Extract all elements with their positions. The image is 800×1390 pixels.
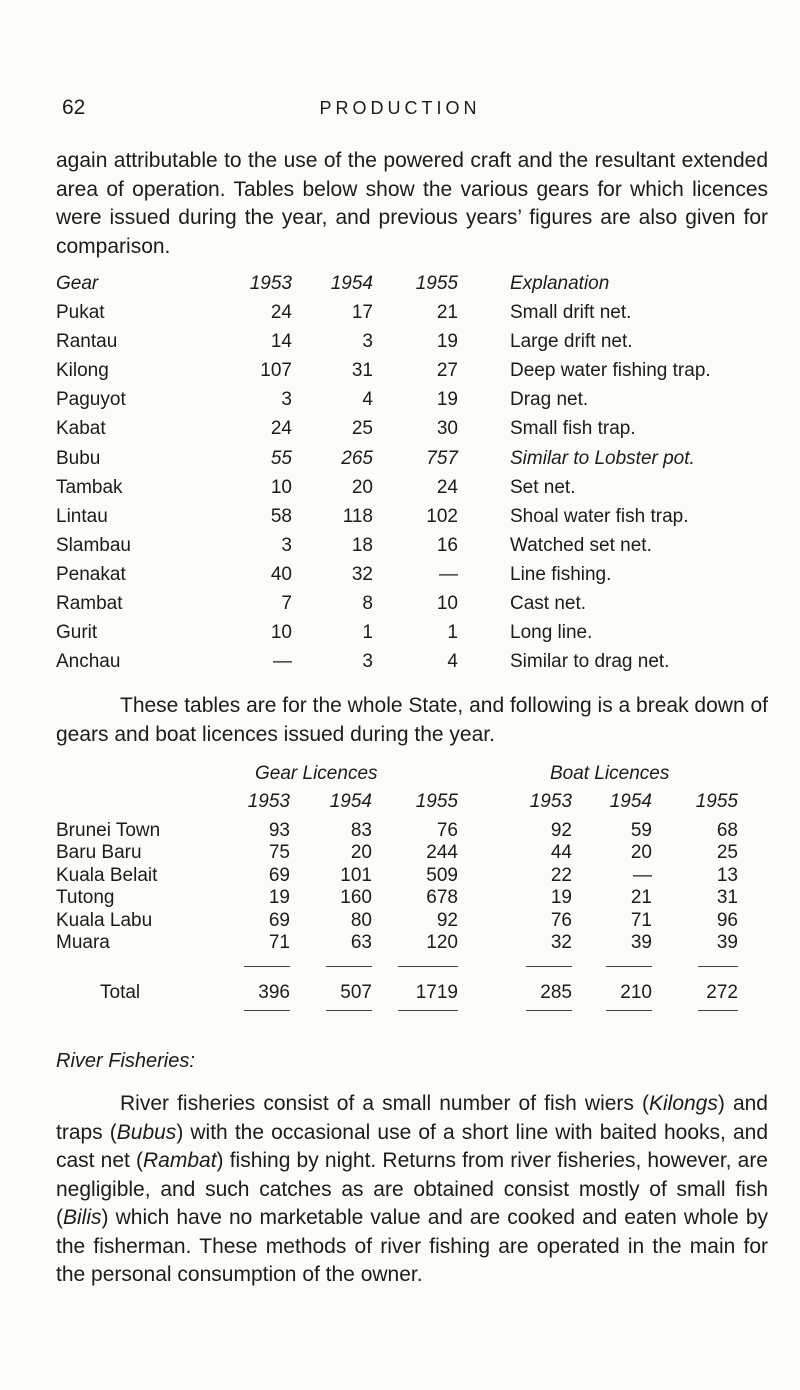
licence-count: 93 bbox=[268, 820, 290, 841]
gear-licences-header: Gear Licences bbox=[255, 763, 378, 784]
licence-count: 75 bbox=[268, 842, 290, 864]
gear-explanation: Set net. bbox=[510, 476, 576, 498]
gear-count: 10 bbox=[270, 476, 292, 498]
gear-count: 10 bbox=[436, 593, 458, 614]
licence-count: 80 bbox=[350, 909, 372, 931]
year-col-header: 1953 bbox=[249, 273, 292, 294]
gear-name: Anchau bbox=[56, 651, 121, 673]
gear-explanation: Large drift net. bbox=[510, 331, 633, 353]
gear-name: Rambat bbox=[56, 593, 123, 614]
licence-count: 678 bbox=[426, 887, 458, 909]
licence-count: 71 bbox=[630, 909, 652, 931]
gear-name: Pukat bbox=[56, 302, 105, 323]
gear-count: 58 bbox=[270, 505, 292, 527]
total-count: 1719 bbox=[415, 982, 458, 1003]
licence-count: 101 bbox=[340, 864, 372, 886]
gear-count: 40 bbox=[270, 563, 292, 585]
year-col-header: 1955 bbox=[695, 791, 738, 812]
breakdown-paragraph: These tables are for the whole State, and following is a break down of gears and boat licences issued during the year. bbox=[56, 694, 768, 746]
licence-count: 20 bbox=[350, 842, 372, 864]
gear-explanation: Deep water fishing trap. bbox=[510, 360, 711, 382]
gear-name: Slambau bbox=[56, 534, 131, 556]
year-col-header: 1953 bbox=[247, 791, 290, 812]
gear-count: 757 bbox=[426, 447, 458, 469]
gear-count: 14 bbox=[270, 331, 292, 353]
gear-name: Gurit bbox=[56, 622, 98, 644]
district-name: Tutong bbox=[56, 887, 115, 909]
licence-count: 13 bbox=[716, 864, 738, 886]
total-count: 272 bbox=[706, 982, 738, 1003]
gear-count: — bbox=[439, 563, 458, 585]
boat-licences-header: Boat Licences bbox=[550, 763, 670, 784]
gear-count: 4 bbox=[447, 651, 458, 673]
river-text-3: ) with the occasional use of a short line with baited hooks, and cast net ( bbox=[56, 1120, 768, 1172]
district-name: Baru Baru bbox=[56, 842, 142, 864]
licence-count: 59 bbox=[630, 820, 652, 841]
total-count: 396 bbox=[258, 982, 290, 1003]
gear-count: 18 bbox=[351, 534, 373, 556]
gear-count: 10 bbox=[270, 622, 292, 644]
gear-count: 24 bbox=[270, 418, 292, 440]
gear-count: 1 bbox=[447, 622, 458, 644]
gear-count: 19 bbox=[436, 331, 458, 353]
licence-count: 69 bbox=[268, 864, 290, 886]
gear-count: 20 bbox=[351, 476, 373, 498]
licence-count: 39 bbox=[716, 932, 738, 953]
licence-count: 76 bbox=[550, 909, 572, 931]
gear-name: Rantau bbox=[56, 331, 118, 353]
licence-count: 160 bbox=[340, 887, 372, 909]
column-rule bbox=[698, 966, 738, 967]
column-rule bbox=[526, 966, 572, 967]
river-text-4: ) fishing by night. Returns from river fisheries, however, are negligible, and such catches as are obtained consist mostly of small fish ( bbox=[56, 1149, 768, 1229]
licence-count: 25 bbox=[716, 842, 738, 864]
column-rule bbox=[606, 1010, 652, 1011]
gear-explanation: Small fish trap. bbox=[510, 418, 636, 440]
district-name: Muara bbox=[56, 932, 110, 953]
total-count: 210 bbox=[620, 982, 652, 1003]
gear-count: 3 bbox=[362, 651, 373, 673]
licence-count: 19 bbox=[268, 887, 290, 909]
gear-explanation: Long line. bbox=[510, 622, 593, 644]
year-col-header: 1954 bbox=[329, 791, 372, 812]
gear-count: 24 bbox=[270, 302, 292, 323]
gear-count: 30 bbox=[436, 418, 458, 440]
gear-name: Tambak bbox=[56, 476, 123, 498]
explanation-col-header: Explanation bbox=[510, 273, 610, 294]
gear-count: 3 bbox=[281, 534, 292, 556]
gear-count: 19 bbox=[436, 389, 458, 411]
licence-count: — bbox=[633, 864, 652, 886]
licence-count: 96 bbox=[716, 909, 738, 931]
intro-paragraph: again attributable to the use of the powered craft and the resultant extended area of operation. Tables below show the various gears for which licences were issued during the year, and previous years’ figures are also given for comparison. bbox=[56, 149, 768, 258]
gear-count: 265 bbox=[341, 447, 373, 469]
licence-count: 69 bbox=[268, 909, 290, 931]
river-text-5: ) which have no marketable value and are cooked and eaten whole by the fisherman. These methods of river fishing are operated in the main for the personal consumption of the owner. bbox=[56, 1206, 768, 1286]
gear-col-header: Gear bbox=[56, 273, 99, 294]
river-text-1: River fisheries consist of a small number of fish wiers ( bbox=[120, 1092, 649, 1115]
district-name: Kuala Belait bbox=[56, 864, 158, 886]
gear-count: 1 bbox=[362, 622, 373, 644]
river-term-bilis: Bilis bbox=[63, 1206, 102, 1229]
column-rule bbox=[398, 1010, 458, 1011]
gear-count: 3 bbox=[362, 331, 373, 353]
gear-explanation: Watched set net. bbox=[510, 534, 652, 556]
column-rule bbox=[398, 966, 458, 967]
total-label: Total bbox=[100, 982, 141, 1003]
licence-count: 31 bbox=[716, 887, 738, 909]
river-term-bubus: Bubus bbox=[116, 1120, 177, 1144]
year-col-header: 1955 bbox=[415, 273, 458, 294]
column-rule bbox=[326, 1010, 372, 1011]
licence-count: 71 bbox=[268, 932, 290, 953]
column-rule bbox=[244, 1010, 290, 1011]
licence-count: 92 bbox=[550, 820, 572, 841]
river-fisheries-paragraph bbox=[56, 1090, 768, 1290]
licence-count: 92 bbox=[436, 909, 458, 931]
gear-count: 21 bbox=[436, 302, 458, 323]
gear-explanation: Cast net. bbox=[510, 593, 587, 614]
gear-count: 24 bbox=[436, 476, 458, 498]
district-name: Kuala Labu bbox=[56, 909, 153, 931]
total-count: 507 bbox=[340, 982, 372, 1003]
column-rule bbox=[526, 1010, 572, 1011]
gear-count: 17 bbox=[351, 302, 373, 323]
river-term-kilongs: Kilongs bbox=[648, 1092, 718, 1115]
licence-count: 20 bbox=[630, 842, 652, 864]
licence-count: 32 bbox=[550, 932, 572, 953]
river-fisheries-heading: River Fisheries: bbox=[56, 1050, 195, 1072]
total-count: 285 bbox=[540, 982, 572, 1003]
gear-explanation: Shoal water fish trap. bbox=[510, 505, 689, 527]
year-col-header: 1955 bbox=[415, 791, 458, 812]
gear-count: 107 bbox=[260, 360, 292, 382]
district-name: Brunei Town bbox=[56, 820, 161, 841]
gear-explanation: Small drift net. bbox=[510, 302, 632, 323]
running-head: PRODUCTION bbox=[319, 98, 481, 118]
gear-explanation: Similar to Lobster pot. bbox=[510, 447, 695, 469]
gear-count: 31 bbox=[351, 360, 373, 382]
gear-count: 102 bbox=[426, 505, 458, 527]
river-text-2: ) and traps ( bbox=[56, 1092, 768, 1144]
gear-count: 25 bbox=[351, 418, 373, 440]
licence-count: 68 bbox=[716, 820, 738, 841]
gear-count: 118 bbox=[342, 505, 373, 527]
licence-count: 21 bbox=[630, 887, 652, 909]
column-rule bbox=[244, 966, 290, 967]
gear-name: Lintau bbox=[56, 505, 108, 527]
licence-count: 63 bbox=[350, 932, 372, 953]
licence-count: 19 bbox=[550, 887, 572, 909]
licence-count: 244 bbox=[426, 842, 458, 864]
gear-count: 55 bbox=[270, 447, 292, 469]
gear-count: 8 bbox=[362, 593, 373, 614]
licence-count: 39 bbox=[630, 932, 652, 953]
gear-count: — bbox=[273, 651, 292, 673]
gear-count: 16 bbox=[436, 534, 458, 556]
licence-count: 22 bbox=[550, 864, 572, 886]
gear-name: Kilong bbox=[56, 360, 109, 382]
gear-name: Penakat bbox=[56, 563, 126, 585]
river-term-rambat: Rambat bbox=[143, 1149, 217, 1172]
licence-count: 509 bbox=[426, 864, 458, 886]
column-rule bbox=[606, 966, 652, 967]
licence-count: 120 bbox=[426, 932, 458, 953]
licence-count: 44 bbox=[550, 842, 572, 864]
licence-count: 83 bbox=[350, 820, 372, 841]
gear-count: 27 bbox=[436, 360, 458, 382]
gear-name: Bubu bbox=[56, 447, 101, 469]
gear-count: 32 bbox=[351, 563, 373, 585]
gear-count: 4 bbox=[362, 389, 373, 411]
gear-explanation: Line fishing. bbox=[510, 563, 612, 585]
gear-name: Kabat bbox=[56, 418, 106, 440]
gear-explanation: Similar to drag net. bbox=[510, 651, 670, 673]
column-rule bbox=[326, 966, 372, 967]
gear-name: Paguyot bbox=[56, 389, 126, 411]
year-col-header: 1953 bbox=[529, 791, 572, 812]
year-col-header: 1954 bbox=[609, 791, 652, 812]
year-col-header: 1954 bbox=[330, 273, 373, 294]
page-number: 62 bbox=[62, 96, 86, 119]
column-rule bbox=[698, 1010, 738, 1011]
gear-explanation: Drag net. bbox=[510, 389, 589, 411]
gear-count: 3 bbox=[281, 389, 292, 411]
gear-count: 7 bbox=[281, 593, 292, 614]
licence-count: 76 bbox=[436, 820, 458, 841]
